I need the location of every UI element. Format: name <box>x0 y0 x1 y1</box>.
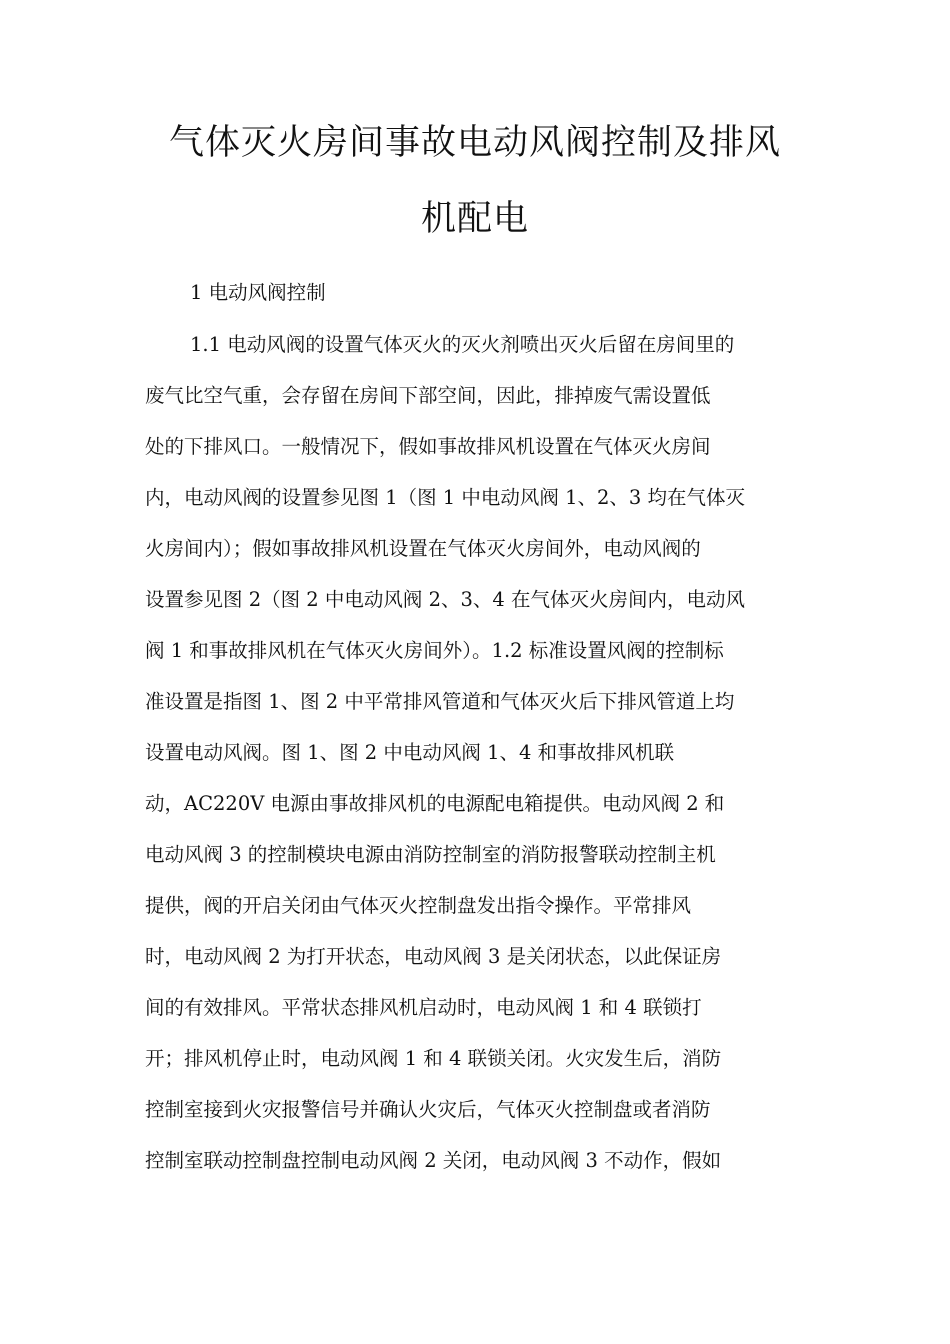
body-line: 电动风阀 3 的控制模块电源由消防控制室的消防报警联动控制主机 <box>145 843 716 866</box>
body-line: 控制室联动控制盘控制电动风阀 2 关闭，电动风阀 3 不动作，假如 <box>145 1149 722 1172</box>
body-line: 准设置是指图 1、图 2 中平常排风管道和气体灭火后下排风管道上均 <box>145 690 735 713</box>
body-line: 内，电动风阀的设置参见图 1（图 1 中电动风阀 1、2、3 均在气体灭 <box>145 486 746 509</box>
document-title-line-1: 气体灭火房间事故电动风阀控制及排风 <box>168 123 781 163</box>
body-line: 1.1 电动风阀的设置气体灭火的灭火剂喷出灭火后留在房间里的 <box>190 333 735 356</box>
body-line: 开；排风机停止时，电动风阀 1 和 4 联锁关闭。火灾发生后，消防 <box>145 1047 722 1070</box>
body-line: 设置电动风阀。图 1、图 2 中电动风阀 1、4 和事故排风机联 <box>145 741 675 764</box>
body-line: 动，AC220V 电源由事故排风机的电源配电箱提供。电动风阀 2 和 <box>145 792 725 815</box>
body-line: 废气比空气重，会存留在房间下部空间，因此，排掉废气需设置低 <box>145 384 711 407</box>
body-line: 间的有效排风。平常状态排风机启动时，电动风阀 1 和 4 联锁打 <box>145 996 702 1019</box>
body-line: 提供，阀的开启关闭由气体灭火控制盘发出指令操作。平常排风 <box>145 894 692 917</box>
body-line: 设置参见图 2（图 2 中电动风阀 2、3、4 在气体灭火房间内，电动风 <box>145 588 746 611</box>
document-title-line-2: 机配电 <box>420 199 529 239</box>
body-line: 控制室接到火灾报警信号并确认火灾后，气体灭火控制盘或者消防 <box>145 1098 711 1121</box>
body-line: 火房间内）；假如事故排风机设置在气体灭火房间外，电动风阀的 <box>145 537 701 560</box>
body-line: 处的下排风口。一般情况下，假如事故排风机设置在气体灭火房间 <box>145 435 711 458</box>
section-heading: 1 电动风阀控制 <box>190 281 326 304</box>
body-line: 时，电动风阀 2 为打开状态，电动风阀 3 是关闭状态，以此保证房 <box>145 945 722 968</box>
body-line: 阀 1 和事故排风机在气体灭火房间外）。1.2 标准设置风阀的控制标 <box>145 639 724 662</box>
